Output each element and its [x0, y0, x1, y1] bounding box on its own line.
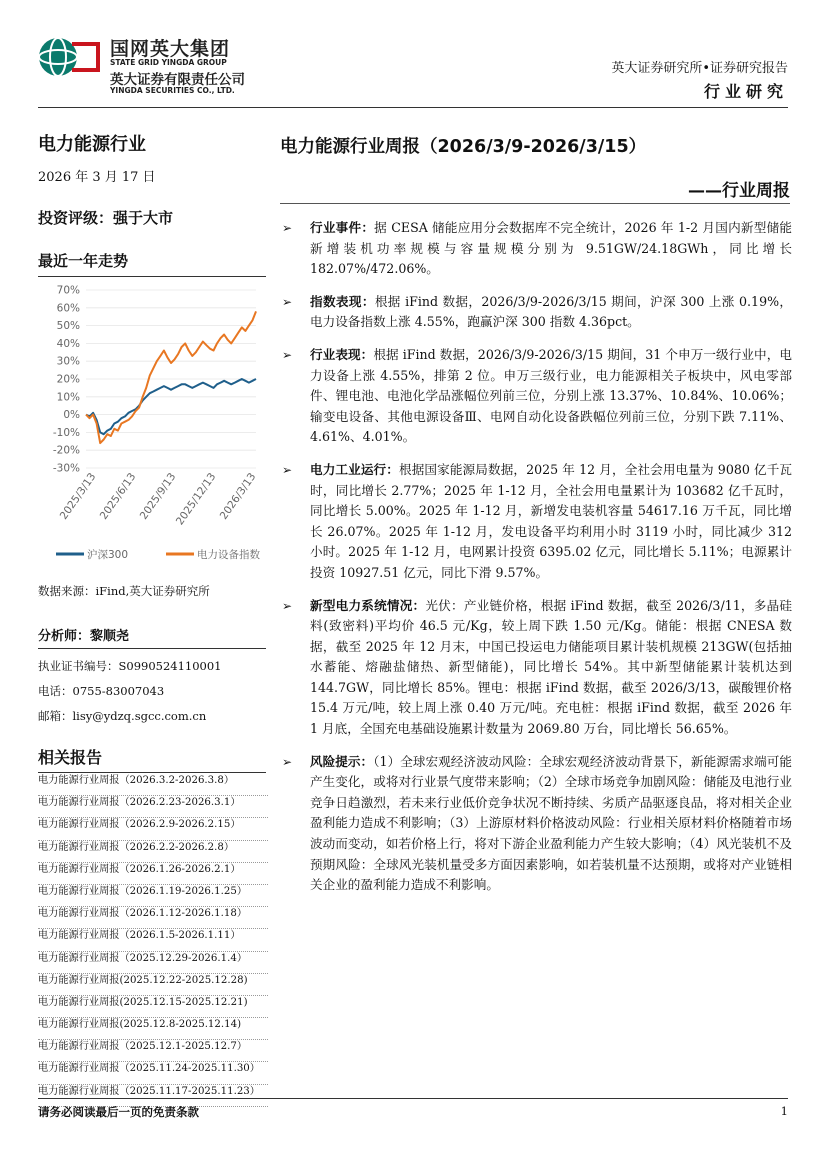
related-report-item[interactable]: 电力能源行业周报（2025.12.1-2025.12.7）: [38, 1040, 268, 1062]
company-logo: [38, 30, 278, 100]
footer-disclaimer[interactable]: 请务必阅读最后一页的免责条款: [38, 1105, 199, 1119]
report-category: 行业研究: [703, 82, 788, 101]
arrow-bullet-icon: ➢: [282, 754, 293, 769]
left-column: [38, 130, 266, 277]
bullet-item: [282, 218, 792, 280]
bullet-item: [282, 752, 792, 896]
report-title: 电力能源行业周报（2026/3/9-2026/3/15）: [280, 137, 647, 157]
related-report-item[interactable]: 电力能源行业周报（2026.2.23-2026.3.1）: [38, 796, 268, 818]
bullet-keyword: 风险提示：: [310, 753, 374, 769]
related-report-item[interactable]: 电力能源行业周报(2025.12.15-2025.12.21): [38, 996, 268, 1018]
bullet-keyword: 指数表现：: [310, 293, 375, 309]
related-report-item[interactable]: 电力能源行业周报(2025.12.8-2025.12.14): [38, 1018, 268, 1040]
investment-rating: 投资评级：强于大市: [38, 209, 174, 227]
trend-title: 最近一年走势: [38, 250, 266, 277]
x-tick-label: 2025/3/13: [57, 470, 99, 522]
related-reports-list: [38, 774, 268, 1107]
related-reports-title: 相关报告: [38, 745, 266, 773]
y-tick-label: 40%: [56, 337, 80, 350]
arrow-bullet-icon: ➢: [282, 294, 293, 309]
analyst-info: [38, 625, 266, 724]
y-tick-label: 70%: [56, 284, 80, 297]
header-divider: [38, 107, 788, 108]
logo-en: STATE GRID YINGDA GROUP: [110, 58, 227, 67]
analyst-phone: 电话：0755-83007043: [38, 684, 165, 698]
analyst-email[interactable]: 邮箱：lisy@ydzq.sgcc.com.cn: [38, 709, 207, 723]
institute-label: 英大证券研究所•证券研究报告: [611, 61, 788, 76]
chart-source: 数据来源：iFind,英大证券研究所: [38, 584, 210, 598]
x-tick-label: 2025/9/13: [137, 470, 179, 522]
arrow-bullet-icon: ➢: [282, 221, 293, 235]
bullet-text: 据 CESA 储能应用分会数据库不完全统计，2026 年 1-2 月国内新型储能新增装机功率规模与容量规模分别为 9.51GW/24.18GWh，同比增长 182.07%/472.06%。: [310, 220, 793, 277]
related-report-item[interactable]: 电力能源行业周报(2025.12.22-2025.12.28): [38, 974, 268, 996]
y-tick-label: -10%: [52, 426, 80, 439]
y-tick-label: 0%: [63, 409, 80, 422]
summary-bullets: [282, 218, 792, 908]
bullet-text: 根据 iFind 数据，2026/3/9-2026/3/15 期间，31 个申万一级行业中，电力设备上涨 4.55%，排第 2 位。申万三级行业，电力能源相关子板块中，风电零部件、锂电池、电池化学品涨幅位列前三位，分别上涨 13.37%、10.84%、10.06%；输变电设备、其他电源设备Ⅲ、电网自动化设备跌幅位列前三位，分别下跌 7.11%、4.61%、4.01%。: [310, 346, 792, 445]
y-tick-label: -20%: [52, 444, 80, 457]
bullet-item: [282, 460, 792, 584]
globe-logo-icon: [38, 34, 100, 80]
logo-cn: 国网英大集团: [110, 38, 231, 60]
x-tick-label: 2025/12/13: [173, 470, 219, 528]
report-subtitle: ——行业周报: [688, 181, 790, 201]
y-tick-label: -30%: [52, 462, 80, 475]
related-report-item[interactable]: 电力能源行业周报（2026.2.2-2026.2.8）: [38, 841, 268, 863]
bullet-keyword: 新型电力系统情况：: [310, 597, 426, 613]
y-tick-label: 30%: [56, 355, 80, 368]
related-report-item[interactable]: 电力能源行业周报（2026.1.5-2026.1.11）: [38, 929, 268, 951]
report-date: 2026 年 3 月 17 日: [38, 170, 156, 185]
bullet-keyword: 行业事件：: [310, 220, 375, 235]
legend-label: 电力设备指数: [197, 549, 260, 561]
bullet-item: [282, 596, 792, 740]
arrow-bullet-icon: ➢: [282, 462, 293, 477]
bullet-text: 光伏：产业链价格，根据 iFind 数据，截至 2026/3/11，多晶硅料(致密料)平均价 46.5 元/Kg，较上周下跌 1.50 元/Kg。储能：根据 CNESA 数据，截至 2025 年 12 月末，中国已投运电力储能项目累计装机规模 213GW(包括抽水蓄能、熔融盐储热、新型储能)，同比增长 54%。其中新型储能累计装机达到 144.7GW，同比增长 85%。锂电：根据 iFind 数据，截至 2026/3/13，碳酸锂价格 15.4 万元/吨，较上周上涨 0.40 万元/吨。充电桩：根据 iFind 数据，截至 2026 年 1 月底，全国充电基础设施累计数量为 2069.80 万台，同比增长 56.65%。: [310, 597, 792, 737]
arrow-bullet-icon: ➢: [282, 598, 293, 613]
bullet-keyword: 行业表现：: [310, 346, 374, 362]
related-report-item[interactable]: 电力能源行业周报（2025.12.29-2026.1.4）: [38, 952, 268, 974]
logo-cn2: 英大证券有限责任公司: [110, 72, 245, 88]
bullet-item: [282, 292, 792, 333]
title-divider: [280, 203, 790, 204]
y-tick-label: 60%: [56, 302, 80, 315]
analyst-name: 分析师：黎顺尧: [38, 625, 266, 649]
bullet-text: 根据 iFind 数据，2026/3/9-2026/3/15 期间，沪深 300 上涨 0.19%，电力设备指数上涨 4.55%，跑赢沪深 300 指数 4.36pct。: [310, 293, 793, 330]
page-number: 1: [780, 1104, 788, 1118]
x-tick-label: 2026/3/13: [217, 470, 259, 522]
bullet-text: 根据国家能源局数据，2025 年 12 月，全社会用电量为 9080 亿千瓦时，同比增长 2.77%；2025 年 1-12 月，全社会用电量累计为 103682 亿千瓦时，同比增长 5.00%。2025 年 1-12 月，新增发电装机容量 54617.16 万千瓦，同比增长 26.07%。2025 年 1-12 月，发电设备平均利用小时 3119 小时，同比减少 312 小时。2025 年 1-12 月，电网累计投资 6395.02 亿元，同比增长 5.11%；电源累计投资 10927.51 亿元，同比下滑 9.57%。: [310, 461, 792, 580]
y-tick-label: 50%: [56, 320, 80, 333]
series-line-1: [86, 311, 256, 443]
legend-label: 沪深300: [87, 549, 129, 561]
bullet-text: （1）全球宏观经济波动风险：全球宏观经济波动背景下，新能源需求端可能产生变化，或将对行业景气度带来影响；（2）全球市场竞争加剧风险：储能及电池行业竞争日趋激烈，若未来行业低价竞争状况不断持续、劣质产品驱逐良品，将对相关企业盈利能力造成不利影响；（3）上游原材料价格波动风险：行业相关原材料价格随着市场波动而变动，如若价格上行，将对下游企业盈利能力产生较大影响；（4）风光装机不及预期风险：全球风光装机量受多方面因素影响，如若装机量不达预期，或将对产业链相关企业的盈利能力造成不利影响。: [310, 753, 793, 893]
related-report-item[interactable]: 电力能源行业周报（2025.11.24-2025.11.30）: [38, 1062, 268, 1084]
related-report-item[interactable]: 电力能源行业周报（2025.11.17-2025.11.23）: [38, 1085, 268, 1107]
related-report-item[interactable]: 电力能源行业周报（2026.1.19-2026.1.25）: [38, 885, 268, 907]
series-line-0: [86, 379, 256, 434]
y-tick-label: 10%: [56, 391, 80, 404]
analyst-cert: 执业证书编号：S0990524110001: [38, 659, 222, 673]
related-report-item[interactable]: 电力能源行业周报（2026.1.12-2026.1.18）: [38, 907, 268, 929]
related-report-item[interactable]: 电力能源行业周报（2026.1.26-2026.2.1）: [38, 863, 268, 885]
y-tick-label: 20%: [56, 373, 80, 386]
footer-divider: [38, 1098, 788, 1099]
industry-title: 电力能源行业: [38, 134, 146, 155]
bullet-item: [282, 345, 792, 448]
trend-chart: [38, 276, 268, 576]
x-tick-label: 2025/6/13: [97, 470, 139, 522]
bullet-keyword: 电力工业运行：: [310, 461, 399, 477]
related-report-item[interactable]: 电力能源行业周报（2026.2.9-2026.2.15）: [38, 818, 268, 840]
logo-en2: YINGDA SECURITIES CO., LTD.: [110, 86, 235, 95]
related-report-item[interactable]: 电力能源行业周报（2026.3.2-2026.3.8）: [38, 774, 268, 796]
arrow-bullet-icon: ➢: [282, 347, 293, 362]
